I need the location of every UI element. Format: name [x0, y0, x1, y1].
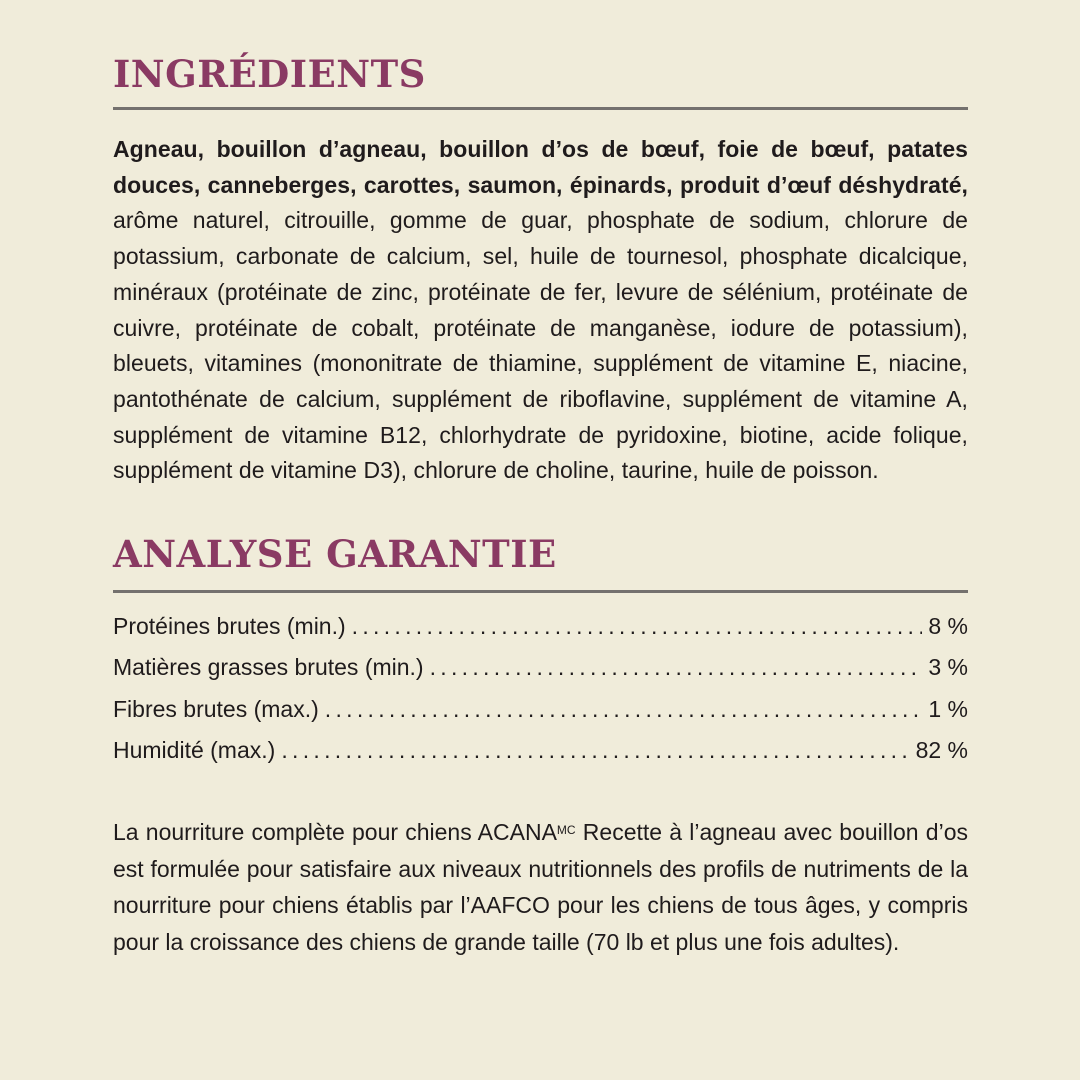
ingredients-heading: INGRÉDIENTS — [113, 52, 426, 96]
ingredients-text — [113, 132, 968, 489]
trademark-mark: MC — [556, 823, 576, 838]
analysis-row-moisture — [113, 737, 968, 778]
statement-text-end: Recette à l’agneau avec bouillon d’os est formulée pour satisfaire aux niveaux nutritionnels des profils de nutriments de la nourriture pour chiens établis par l’AAFCO pour les chiens de tous âges, y compris pour la croissance des chiens de grande taille (70 lb et plus une fois adultes). — [113, 819, 968, 955]
dot-leader — [430, 654, 923, 681]
analysis-value: 82 % — [915, 736, 968, 763]
analysis-row-fiber — [113, 696, 968, 737]
analysis-label: Humidité (max.) — [113, 736, 276, 763]
analysis-label: Matières grasses brutes (min.) — [113, 654, 424, 681]
dot-leader — [325, 696, 923, 723]
analysis-label: Protéines brutes (min.) — [113, 613, 346, 640]
dot-leader — [352, 613, 923, 640]
ingredients-regular-text: arôme naturel, citrouille, gomme de guar, phosphate de sodium, chlorure de potassium, carbonate de calcium, sel, huile de tournesol, phosphate dicalcique, minéraux (protéinate de zinc, protéinate de fer, levure de sélénium, protéinate de cuivre, protéinate de cobalt, protéinate de manganèse, iodure de potassium), bleuets, vitamines (mononitrate de thiamine, supplément de vitamine E, niacine, pantothénate de calcium, supplément de riboflavine, supplément de vitamine A, supplément de vitamine B12, chlorhydrate de pyridoxine, biotine, acide folique, supplément de vitamine D3), chlorure de choline, taurine, huile de poisson. — [113, 207, 968, 484]
analysis-row-fat — [113, 654, 968, 695]
analysis-value: 8 % — [928, 613, 968, 640]
analysis-value: 1 % — [928, 695, 968, 722]
ingredients-bold-text: Agneau, bouillon d’agneau, bouillon d’os de bœuf, foie de bœuf, patates douces, canneberges, carottes, saumon, épinards, produit d’œuf déshydraté, — [113, 136, 968, 198]
statement-text-start: La nourriture complète pour chiens ACANA — [113, 819, 557, 846]
aafco-statement — [113, 814, 968, 960]
analysis-divider — [113, 590, 968, 593]
analysis-table — [113, 613, 968, 778]
dot-leader — [281, 737, 909, 764]
analysis-row-protein — [113, 613, 968, 654]
analysis-heading: ANALYSE GARANTIE — [113, 532, 557, 577]
ingredients-divider — [113, 107, 968, 110]
analysis-label: Fibres brutes (max.) — [113, 695, 319, 722]
analysis-value: 3 % — [928, 654, 968, 681]
